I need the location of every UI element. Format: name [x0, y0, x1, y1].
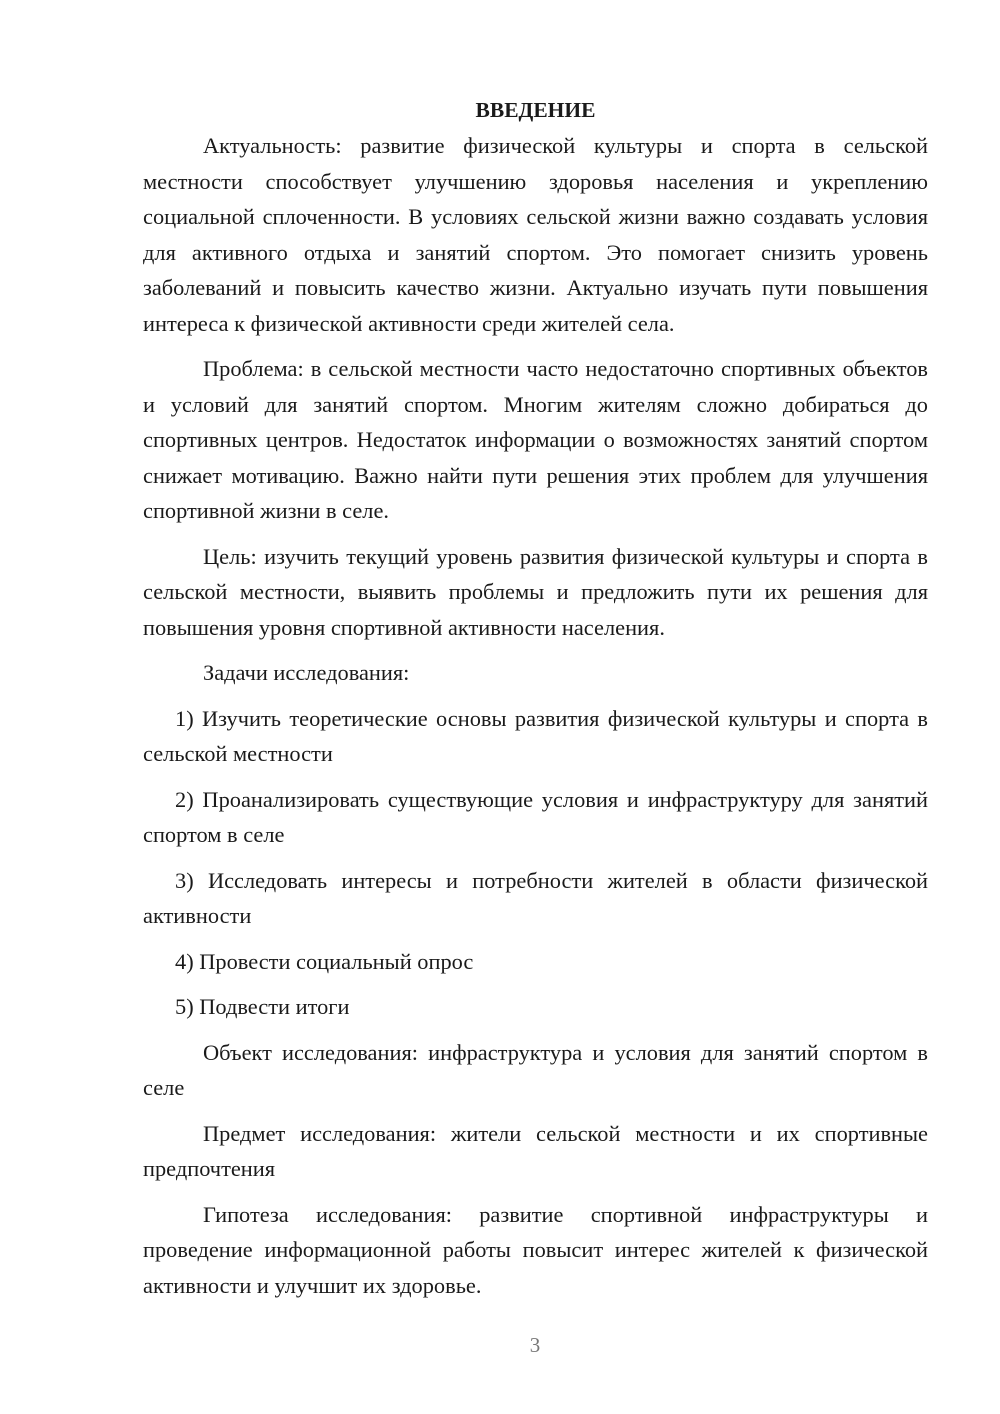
paragraph-goal: Цель: изучить текущий уровень развития физической культуры и спорта в сельской местности, выявить проблемы и предложить пути их решения для повышения уровня спортивной активности населения. [143, 543, 928, 640]
paragraph-hypothesis: Гипотеза исследования: развитие спортивной инфраструктуры и проведение информационной работы повысит интерес жителей к физической активности и улучшит их здоровье. [143, 1201, 928, 1298]
task-item-1: 1) Изучить теоретические основы развития физической культуры и спорта в сельской местности [143, 705, 928, 766]
page-number: 3 [529, 1333, 541, 1357]
task-item-5: 5) Подвести итоги [175, 994, 350, 1019]
task-item-3: 3) Исследовать интересы и потребности жителей в области физической активности [143, 867, 928, 928]
paragraph-object: Объект исследования: инфраструктура и условия для занятий спортом в селе [143, 1039, 928, 1100]
paragraph-subject: Предмет исследования: жители сельской местности и их спортивные предпочтения [143, 1120, 928, 1181]
section-title: ВВЕДЕНИЕ [475, 98, 596, 122]
paragraph-relevance: Актуальность: развитие физической культуры и спорта в сельской местности способствует улучшению здоровья населения и укреплению социальной сплоченности. В условиях сельской жизни важно создавать условия для активного отдыха и занятий спортом. Это помогает снизить уровень заболеваний и повысить качество жизни. Актуально изучать пути повышения интереса к физической активности среди жителей села. [143, 133, 928, 336]
tasks-heading: Задачи исследования: [203, 660, 410, 685]
task-item-4: 4) Провести социальный опрос [175, 948, 474, 974]
task-item-2: 2) Проанализировать существующие условия и инфраструктуру для занятий спортом в селе [143, 786, 928, 847]
paragraph-problem: Проблема: в сельской местности часто недостаточно спортивных объектов и условий для занятий спортом. Многим жителям сложно добираться до спортивных центров. Недостаток информации о возможностях занятий спортом снижает мотивацию. Важно найти пути решения этих проблем для улучшения спортивной жизни в селе. [143, 356, 928, 523]
document-page [143, 95, 928, 1313]
